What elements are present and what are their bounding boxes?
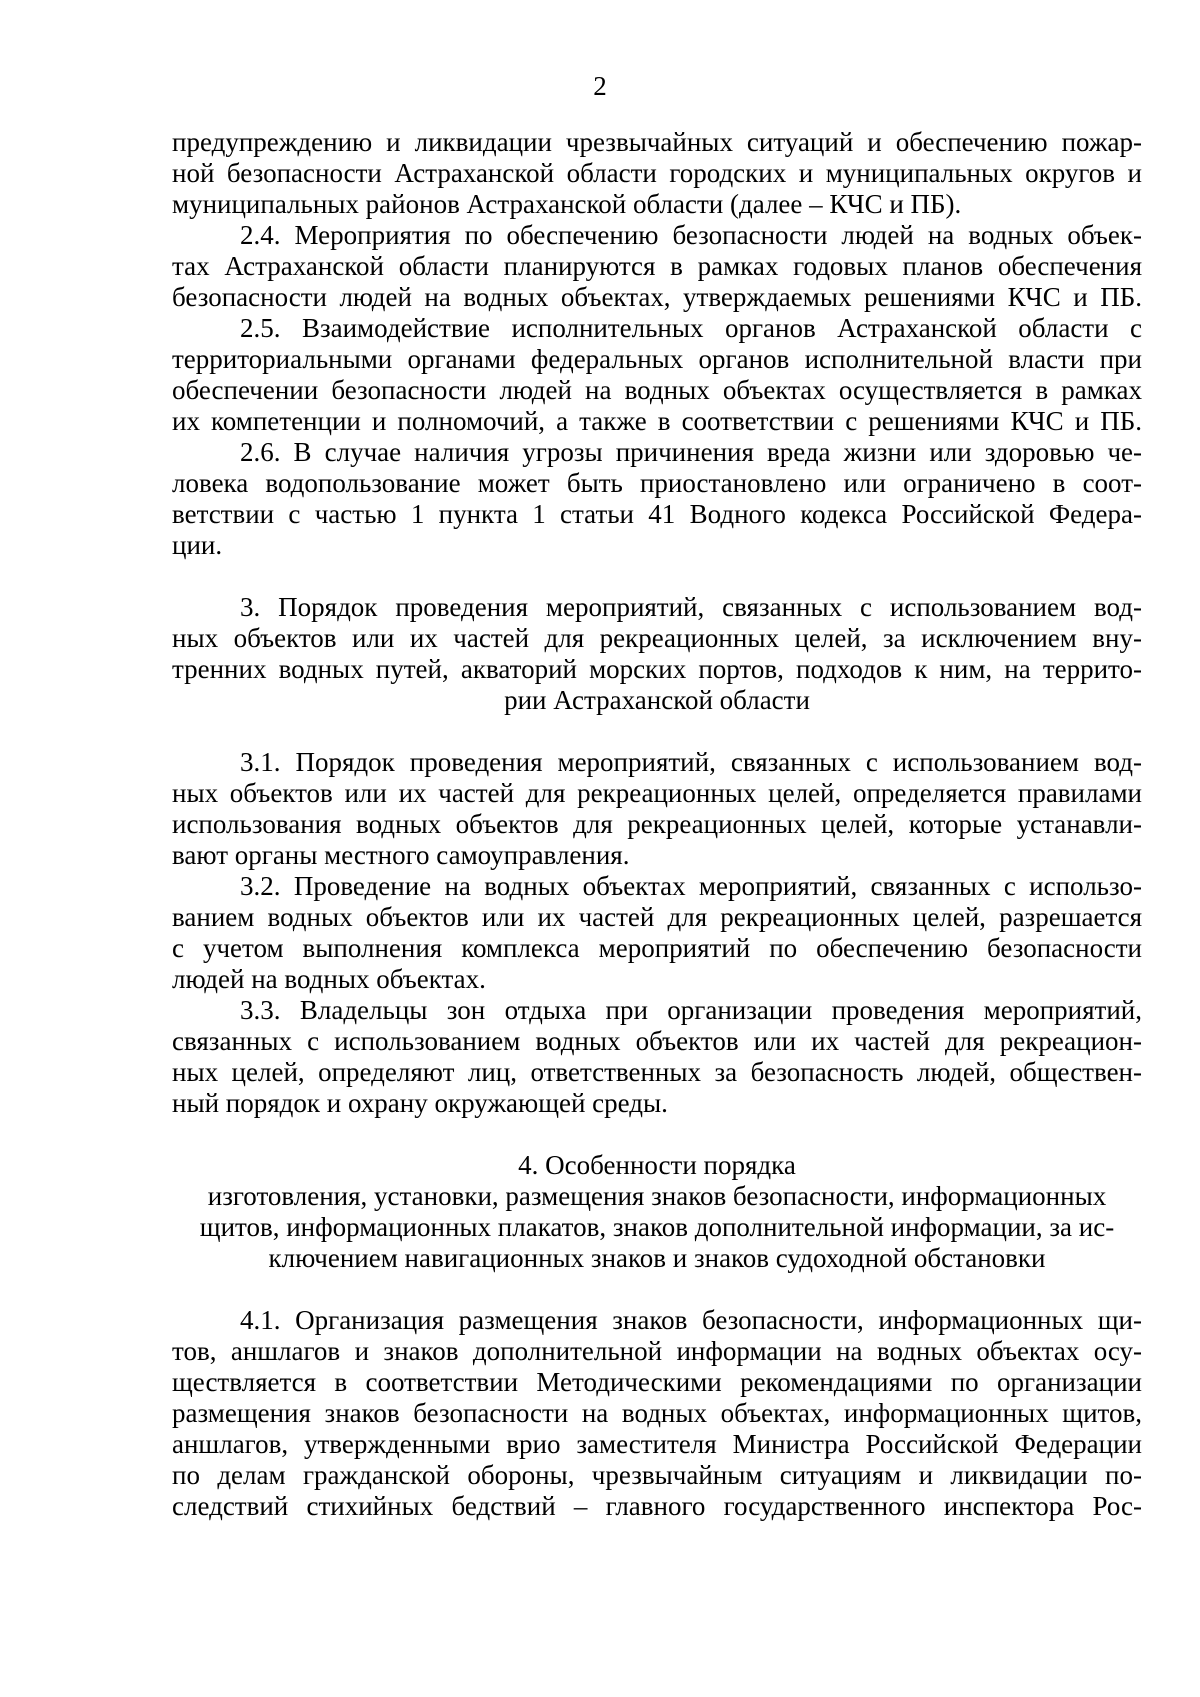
section-3-heading [172,592,1142,716]
text-line: 2.4. Мероприятия по обеспечению безопасности людей на водных объек- [240,220,1142,250]
text-line: ной безопасности Астраханской области городских и муниципальных округов и [172,158,1142,188]
text-line: предупреждению и ликвидации чрезвычайных ситуаций и обеспечению пожар- [172,127,1142,157]
paragraph-2-6 [172,437,1142,561]
text-line: тов, аншлагов и знаков дополнительной информации на водных объектах осу- [172,1336,1142,1366]
text-line: безопасности людей на водных объектах, утверждаемых решениями КЧС и ПБ. [172,282,1142,312]
paragraph-4-1 [172,1305,1142,1522]
text-line: аншлагов, утвержденными врио заместителя Министра Российской Федерации [172,1429,1142,1459]
text-line: 3.3. Владельцы зон отдыха при организации проведения мероприятий, [240,995,1142,1025]
text-line: их компетенции и полномочий, а также в соответствии с решениями КЧС и ПБ. [172,406,1142,436]
paragraph-2-4 [172,220,1142,313]
text-line: 3.1. Порядок проведения мероприятий, связанных с использованием вод- [240,747,1142,777]
heading-line: ных объектов или их частей для рекреационных целей, за исключением вну- [172,623,1142,653]
heading-line: 4. Особенности порядка [518,1150,796,1180]
text-line: территориальными органами федеральных органов исполнительной власти при [172,344,1142,374]
text-line: 2.6. В случае наличия угрозы причинения вреда жизни или здоровью че- [240,437,1142,467]
text-line: по делам гражданской обороны, чрезвычайным ситуациям и ликвидации по- [172,1460,1142,1490]
text-line: следствий стихийных бедствий – главного государственного инспектора Рос- [172,1491,1142,1521]
heading-line: ключением навигационных знаков и знаков судоходной обстановки [268,1243,1046,1273]
paragraph-2-5 [172,313,1142,437]
text-line: ветствии с частью 1 пункта 1 статьи 41 Водного кодекса Российской Федера- [172,499,1142,529]
heading-line: изготовления, установки, размещения знаков безопасности, информационных [207,1181,1107,1211]
paragraph-3-2 [172,871,1142,995]
text-line: размещения знаков безопасности на водных объектах, информационных щитов, [172,1398,1142,1428]
heading-line: 3. Порядок проведения мероприятий, связанных с использованием вод- [240,592,1142,622]
text-line: ных целей, определяют лиц, ответственных за безопасность людей, обществен- [172,1057,1142,1087]
paragraph-3-3 [172,995,1142,1119]
heading-line: рии Астраханской области [504,685,810,715]
text-line: использования водных объектов для рекреационных целей, которые устанавли- [172,809,1142,839]
text-line: 4.1. Организация размещения знаков безопасности, информационных щи- [240,1305,1142,1335]
text-line: ванием водных объектов или их частей для рекреационных целей, разрешается [172,902,1142,932]
text-line: ный порядок и охрану окружающей среды. [172,1088,668,1118]
text-line: 2.5. Взаимодействие исполнительных органов Астраханской области с [240,313,1142,343]
text-line: обеспечении безопасности людей на водных объектах осуществляется в рамках [172,375,1142,405]
text-line: людей на водных объектах. [172,964,486,994]
heading-line: тренних водных путей, акваторий морских портов, подходов к ним, на террито- [172,654,1142,684]
text-line: 3.2. Проведение на водных объектах мероприятий, связанных с использо- [240,871,1142,901]
text-line: тах Астраханской области планируются в рамках годовых планов обеспечения [172,251,1142,281]
text-line: связанных с использованием водных объектов или их частей для рекреацион- [172,1026,1142,1056]
text-line: ции. [172,530,223,560]
text-line: муниципальных районов Астраханской области (далее – КЧС и ПБ). [172,189,962,219]
section-4-heading [172,1150,1142,1274]
paragraph-continuation [172,127,1142,220]
paragraph-3-1 [172,747,1142,871]
text-line: вают органы местного самоуправления. [172,840,630,870]
heading-line: щитов, информационных плакатов, знаков дополнительной информации, за ис- [199,1212,1115,1242]
text-line: ществляется в соответствии Методическими рекомендациями по организации [172,1367,1142,1397]
text-line: с учетом выполнения комплекса мероприятий по обеспечению безопасности [172,933,1142,963]
page-number: 2 [593,71,607,101]
text-line: ловека водопользование может быть приостановлено или ограничено в соот- [172,468,1142,498]
text-line: ных объектов или их частей для рекреационных целей, определяется правилами [172,778,1142,808]
